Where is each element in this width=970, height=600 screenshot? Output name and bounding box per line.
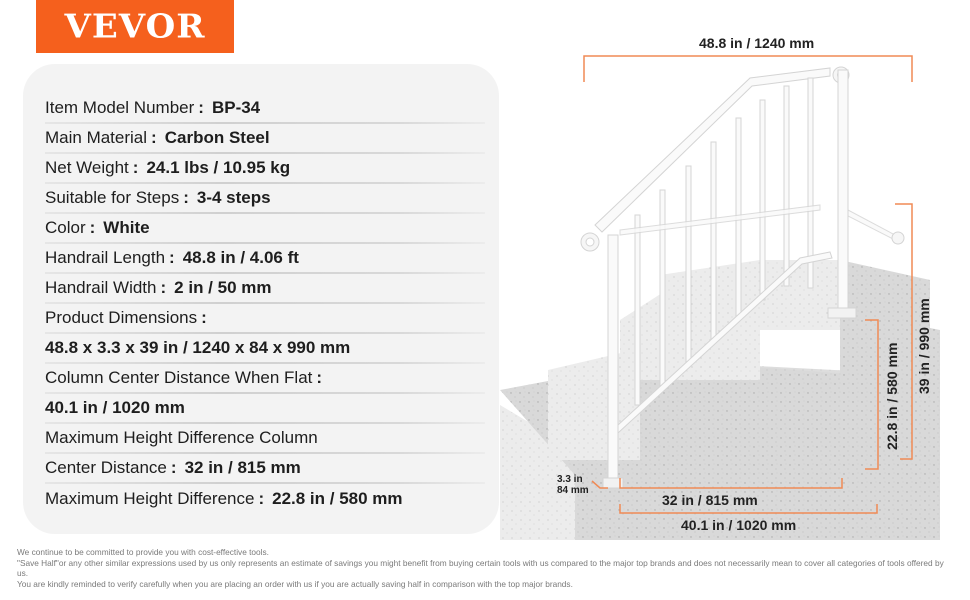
spec-row — [45, 394, 485, 424]
disclaimer — [17, 547, 957, 589]
spec-row — [45, 364, 485, 394]
spec-row — [45, 484, 485, 514]
spec-label: Handrail Width — [45, 278, 157, 297]
spec-list — [45, 94, 485, 514]
spec-label: Item Model Number — [45, 98, 195, 117]
spec-label: Center Distance — [45, 458, 167, 477]
spec-separator: : — [316, 368, 323, 387]
spec-label: Suitable for Steps — [45, 188, 180, 207]
spec-separator: : — [183, 188, 189, 207]
spec-separator: : — [201, 308, 207, 327]
dim-column-center: 32 in / 815 mm — [662, 492, 758, 508]
spec-row — [45, 454, 485, 484]
spec-label: Maximum Height Difference — [45, 489, 255, 508]
spec-label: Main Material — [45, 128, 148, 147]
spec-label: Maximum Height Difference Column — [45, 428, 318, 447]
spec-separator: : — [151, 128, 157, 147]
spec-row — [45, 304, 485, 334]
dim-base-width-mm: 84 mm — [557, 485, 589, 496]
dim-base-width — [557, 474, 589, 496]
spec-row — [45, 244, 485, 274]
spec-value: 48.8 x 3.3 x 39 in / 1240 x 84 x 990 mm — [45, 338, 351, 357]
spec-card — [23, 64, 499, 534]
disclaimer-line: We continue to be committed to provide you with cost-effective tools. — [17, 547, 269, 557]
spec-row — [45, 424, 485, 454]
spec-separator: : — [169, 248, 175, 267]
spec-label: Product Dimensions — [45, 308, 198, 327]
spec-separator: : — [258, 489, 265, 508]
spec-value: Carbon Steel — [164, 128, 270, 147]
spec-value: 2 in / 50 mm — [174, 278, 272, 297]
logo-text: VEVOR — [64, 7, 206, 46]
spec-separator: : — [160, 278, 167, 297]
spec-label: Net Weight — [45, 158, 129, 177]
spec-label: Color — [45, 218, 86, 237]
spec-row — [45, 124, 485, 154]
spec-row — [45, 334, 485, 364]
disclaimer-line: "Save Half"or any other similar expressions used by us only represents an estimate of savings you might benefit from buying certain tools with us compared to the major top brands and does not necessarily mean to cover all categories of tools offered by us. — [17, 557, 944, 579]
spec-separator: : — [198, 98, 204, 117]
spec-value: 48.8 in / 4.06 ft — [182, 248, 299, 267]
spec-row — [45, 184, 485, 214]
dim-base-width-in: 3.3 in — [557, 474, 583, 485]
spec-row — [45, 274, 485, 304]
spec-value: BP-34 — [211, 98, 261, 117]
stair-railing-diagram — [500, 30, 970, 540]
spec-row — [45, 94, 485, 124]
spec-value: 32 in / 815 mm — [184, 458, 301, 477]
disclaimer-line: You are kindly reminded to verify carefully when you are placing an order with us if you are actually saving half in comparison with the top major brands. — [17, 578, 573, 589]
spec-value: 22.8 in / 580 mm — [272, 489, 403, 508]
spec-value: White — [103, 218, 150, 237]
spec-value: 3-4 steps — [196, 188, 271, 207]
spec-row — [45, 214, 485, 244]
dim-total-height: 39 in / 990 mm — [916, 298, 932, 394]
spec-separator: : — [89, 218, 96, 237]
dim-flat-center: 40.1 in / 1020 mm — [681, 517, 797, 533]
vevor-logo — [36, 0, 234, 53]
dim-top-width: 48.8 in / 1240 mm — [699, 35, 815, 51]
spec-separator: : — [132, 158, 139, 177]
spec-separator: : — [170, 458, 177, 477]
spec-label: Column Center Distance When Flat — [45, 368, 313, 387]
dim-height-difference: 22.8 in / 580 mm — [884, 342, 900, 450]
spec-label: Handrail Length — [45, 248, 166, 267]
spec-row — [45, 154, 485, 184]
spec-value: 24.1 lbs / 10.95 kg — [146, 158, 291, 177]
spec-value: 40.1 in / 1020 mm — [45, 398, 185, 417]
railing-illustration — [500, 30, 970, 540]
